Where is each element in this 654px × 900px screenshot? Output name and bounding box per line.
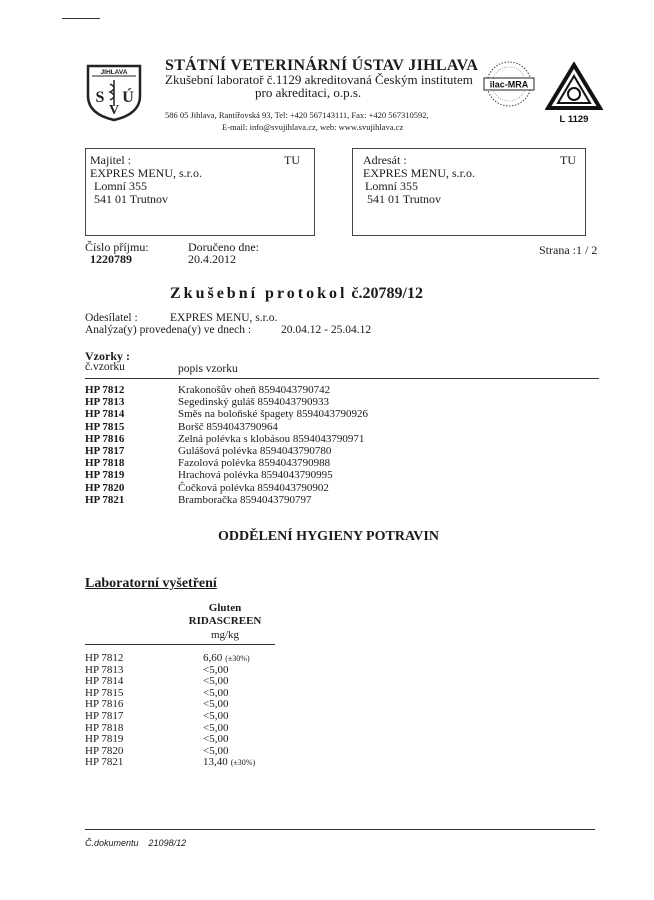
logo-letter-s: S bbox=[95, 89, 105, 106]
department-title: ODDĚLENÍ HYGIENY POTRAVIN bbox=[218, 529, 439, 544]
analysis-label: Analýza(y) provedena(y) ve dnech : bbox=[85, 324, 252, 336]
analysis-dates: 20.04.12 - 25.04.12 bbox=[281, 324, 372, 336]
result-gluten-value bbox=[203, 687, 228, 699]
scan-mark-line bbox=[62, 18, 100, 19]
col-method: RIDASCREEN bbox=[188, 615, 262, 627]
protocol-title-text: Zkušební protokol bbox=[170, 285, 348, 302]
sender-label: Odesílatel : bbox=[85, 312, 138, 324]
logo-city-text: JIHLAVA bbox=[100, 69, 128, 76]
result-sample-id: HP 7816 bbox=[85, 698, 124, 711]
result-value-text: <5,00 bbox=[203, 733, 229, 746]
result-value-text: <5,00 bbox=[203, 710, 229, 722]
sample-description: Gulášová polévka 8594043790780 bbox=[178, 445, 332, 457]
result-uncertainty: (±30%) bbox=[225, 654, 250, 663]
recipient-box bbox=[352, 148, 586, 236]
delivered-label: Doručeno dne: bbox=[188, 240, 259, 254]
footer-rule bbox=[85, 829, 595, 830]
sample-description: Bramboračka 8594043790797 bbox=[178, 493, 312, 506]
owner-label: Majitel : bbox=[90, 153, 131, 167]
result-gluten-value bbox=[203, 733, 228, 745]
document-number bbox=[85, 838, 186, 848]
result-value-text: <5,00 bbox=[203, 721, 229, 734]
sample-description: Čočková polévka 8594043790902 bbox=[178, 481, 329, 494]
document-number-value: 21098/12 bbox=[148, 838, 187, 848]
owner-code: TU bbox=[284, 153, 300, 167]
lab-exam-heading: Laboratorní vyšetření bbox=[85, 576, 217, 591]
result-gluten-value bbox=[203, 675, 228, 687]
recipient-name: EXPRES MENU, s.r.o. bbox=[363, 166, 476, 180]
document-number-label: Č.dokumentu bbox=[85, 838, 139, 848]
sample-id: HP 7818 bbox=[85, 457, 125, 470]
result-value-text: <5,00 bbox=[203, 744, 229, 757]
col-unit: mg/kg bbox=[210, 629, 240, 641]
result-value-text: <5,00 bbox=[203, 698, 229, 711]
result-gluten-value bbox=[203, 722, 228, 734]
result-gluten-value bbox=[203, 710, 228, 722]
recipient-code: TU bbox=[560, 153, 576, 167]
result-gluten-value bbox=[203, 664, 228, 676]
result-value-text: <5,00 bbox=[203, 675, 229, 688]
page-number: Strana :1 / 2 bbox=[539, 243, 598, 257]
sample-id: HP 7813 bbox=[85, 396, 125, 409]
result-sample-id: HP 7817 bbox=[85, 710, 124, 722]
result-sample-id: HP 7821 bbox=[85, 756, 124, 769]
owner-street: Lomní 355 bbox=[94, 179, 147, 193]
sample-id: HP 7821 bbox=[85, 493, 125, 506]
sender-value: EXPRES MENU, s.r.o. bbox=[170, 312, 278, 324]
protocol-title bbox=[170, 285, 423, 303]
owner-city: 541 01 Trutnov bbox=[94, 192, 169, 206]
sample-description: Zelná polévka s klobásou 8594043790971 bbox=[178, 432, 365, 445]
sample-description: Hrachová polévka 8594043790995 bbox=[178, 469, 333, 482]
institute-accreditation-line: Zkušební laboratoř č.1129 akreditovaná Českým institutem bbox=[165, 72, 473, 87]
result-sample-id: HP 7812 bbox=[85, 652, 124, 664]
result-sample-id: HP 7813 bbox=[85, 663, 124, 676]
sample-id: HP 7820 bbox=[85, 481, 125, 494]
institute-accreditation-line-2: pro akreditaci, o.p.s. bbox=[255, 85, 362, 100]
samples-col-description: popis vzorku bbox=[178, 363, 238, 375]
accreditation-mark bbox=[545, 62, 603, 124]
receipt-number: 1220789 bbox=[90, 252, 132, 266]
result-sample-id: HP 7819 bbox=[85, 733, 124, 746]
result-sample-id: HP 7818 bbox=[85, 721, 124, 734]
institute-name: STÁTNÍ VETERINÁRNÍ ÚSTAV JIHLAVA bbox=[165, 57, 479, 74]
sample-description: Směs na boloňské špagety 8594043790926 bbox=[178, 408, 369, 421]
samples-header-rule bbox=[85, 378, 599, 379]
result-gluten-value bbox=[203, 698, 228, 710]
result-value-text: <5,00 bbox=[203, 686, 229, 699]
result-value-text: 13,40 bbox=[203, 756, 228, 769]
sample-id: HP 7816 bbox=[85, 432, 125, 445]
sample-id: HP 7814 bbox=[85, 408, 125, 421]
sample-description: Segedinský guláš 8594043790933 bbox=[178, 396, 329, 409]
ilac-mra-text: ilac-MRA bbox=[489, 79, 529, 90]
institute-email-web: E-mail: info@svujihlava.cz, web: www.svujihlava.cz bbox=[222, 122, 404, 132]
owner-box bbox=[85, 148, 315, 236]
samples-heading: Vzorky : bbox=[85, 349, 130, 363]
col-analyte: Gluten bbox=[208, 602, 242, 614]
result-sample-id: HP 7815 bbox=[85, 686, 124, 699]
sample-description: Boršč 8594043790964 bbox=[178, 420, 278, 433]
result-value-text: 6,60 bbox=[203, 652, 223, 664]
recipient-label: Adresát : bbox=[363, 153, 407, 167]
protocol-number: č.20789/12 bbox=[351, 285, 423, 302]
result-uncertainty: (±30%) bbox=[230, 758, 256, 768]
result-sample-id: HP 7820 bbox=[85, 744, 124, 757]
results-header-rule bbox=[85, 644, 275, 645]
sample-description: Krakonošův oheň 8594043790742 bbox=[178, 384, 331, 396]
institute-address: 586 05 Jihlava, Rantířovská 93, Tel: +420 567143111, Fax: +420 567310592, bbox=[165, 110, 429, 120]
recipient-street: Lomní 355 bbox=[365, 179, 418, 193]
svu-logo bbox=[84, 58, 144, 122]
ilac-mra-seal bbox=[478, 60, 540, 108]
accreditation-mark-text: L 1129 bbox=[559, 114, 589, 124]
delivered-date: 20.4.2012 bbox=[188, 252, 236, 266]
samples-col-number: č.vzorku bbox=[85, 361, 125, 373]
logo-letter-u: Ú bbox=[122, 89, 134, 106]
sample-id: HP 7812 bbox=[85, 384, 125, 396]
result-sample-id: HP 7814 bbox=[85, 675, 124, 688]
result-value-text: <5,00 bbox=[203, 663, 229, 676]
logo-letter-v: V bbox=[108, 103, 120, 118]
result-gluten-value bbox=[203, 745, 228, 757]
sample-description: Fazolová polévka 8594043790988 bbox=[178, 457, 331, 470]
sample-id: HP 7817 bbox=[85, 445, 125, 457]
sample-id: HP 7815 bbox=[85, 420, 125, 433]
receipt-number-label: Číslo příjmu: bbox=[85, 240, 149, 254]
sample-id: HP 7819 bbox=[85, 469, 125, 482]
recipient-city: 541 01 Trutnov bbox=[367, 192, 442, 206]
result-gluten-value bbox=[203, 756, 255, 769]
owner-name: EXPRES MENU, s.r.o. bbox=[90, 166, 203, 180]
